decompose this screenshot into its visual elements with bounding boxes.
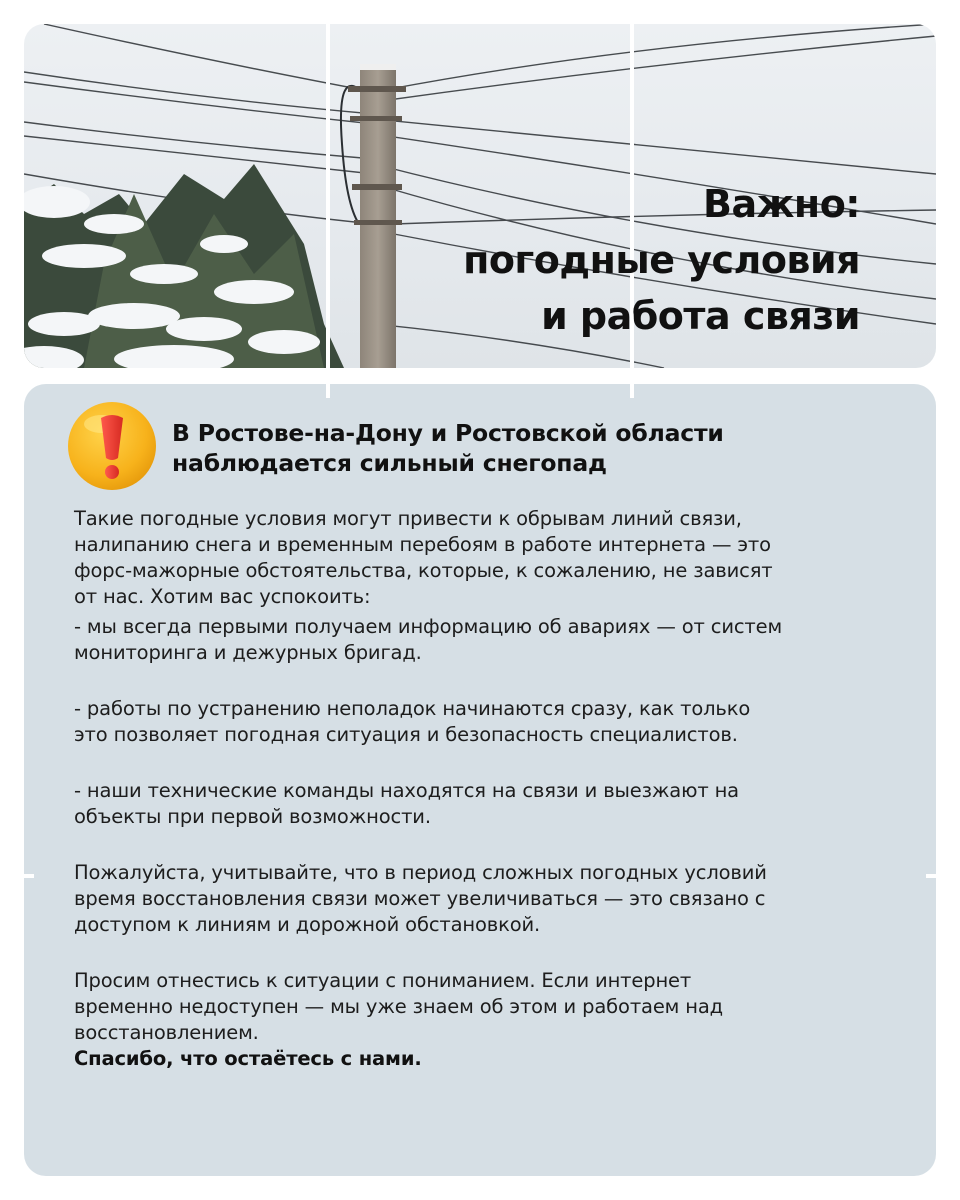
exclamation-icon (66, 400, 158, 492)
body-line: мониторинга и дежурных бригад. (74, 641, 422, 664)
headline-line: В Ростове-на-Дону и Ростовской области (172, 419, 724, 447)
body-line: это позволяет погодная ситуация и безопасность специалистов. (74, 723, 738, 746)
body-line: объекты при первой возможности. (74, 805, 431, 828)
headline-line: наблюдается сильный снегопад (172, 449, 607, 477)
body-line: доступом к линиям и дорожной обстановкой. (74, 913, 541, 936)
tile-seam (630, 384, 634, 398)
body-line: - работы по устранению неполадок начинаются сразу, как только (74, 697, 751, 720)
title-line: Важно: (703, 182, 860, 226)
body-line: Такие погодные условия могут привести к обрывам линий связи, (74, 507, 742, 530)
page-title (463, 176, 860, 344)
body-line: налипанию снега и временным перебоям в работе интернета — это (74, 533, 771, 556)
body-line: - мы всегда первыми получаем информацию об авариях — от систем (74, 615, 783, 638)
tile-seam (926, 874, 936, 878)
body-line: время восстановления связи может увеличиваться — это связано с (74, 887, 766, 910)
body-line: Пожалуйста, учитывайте, что в период сложных погодных условий (74, 861, 767, 884)
body-line: форс-мажорные обстоятельства, которые, к сожалению, не зависят (74, 559, 773, 582)
body-line: восстановлением. (74, 1021, 259, 1044)
title-line: погодные условия (463, 238, 860, 282)
hero-banner (24, 24, 936, 368)
tile-seam (326, 24, 330, 368)
tile-seam (24, 874, 34, 878)
body-line: - наши технические команды находятся на связи и выезжают на (74, 779, 739, 802)
body-line: от нас. Хотим вас успокоить: (74, 585, 371, 608)
title-line: и работа связи (541, 294, 860, 338)
thanks-line: Спасибо, что остаётесь с нами. (74, 1047, 422, 1070)
message-body (74, 506, 914, 1072)
tile-seam (326, 384, 330, 398)
alert-headline (172, 418, 724, 478)
info-card (24, 384, 936, 1176)
body-line: Просим отнестись к ситуации с пониманием. Если интернет (74, 969, 692, 992)
body-line: временно недоступен — мы уже знаем об этом и работаем над (74, 995, 724, 1018)
